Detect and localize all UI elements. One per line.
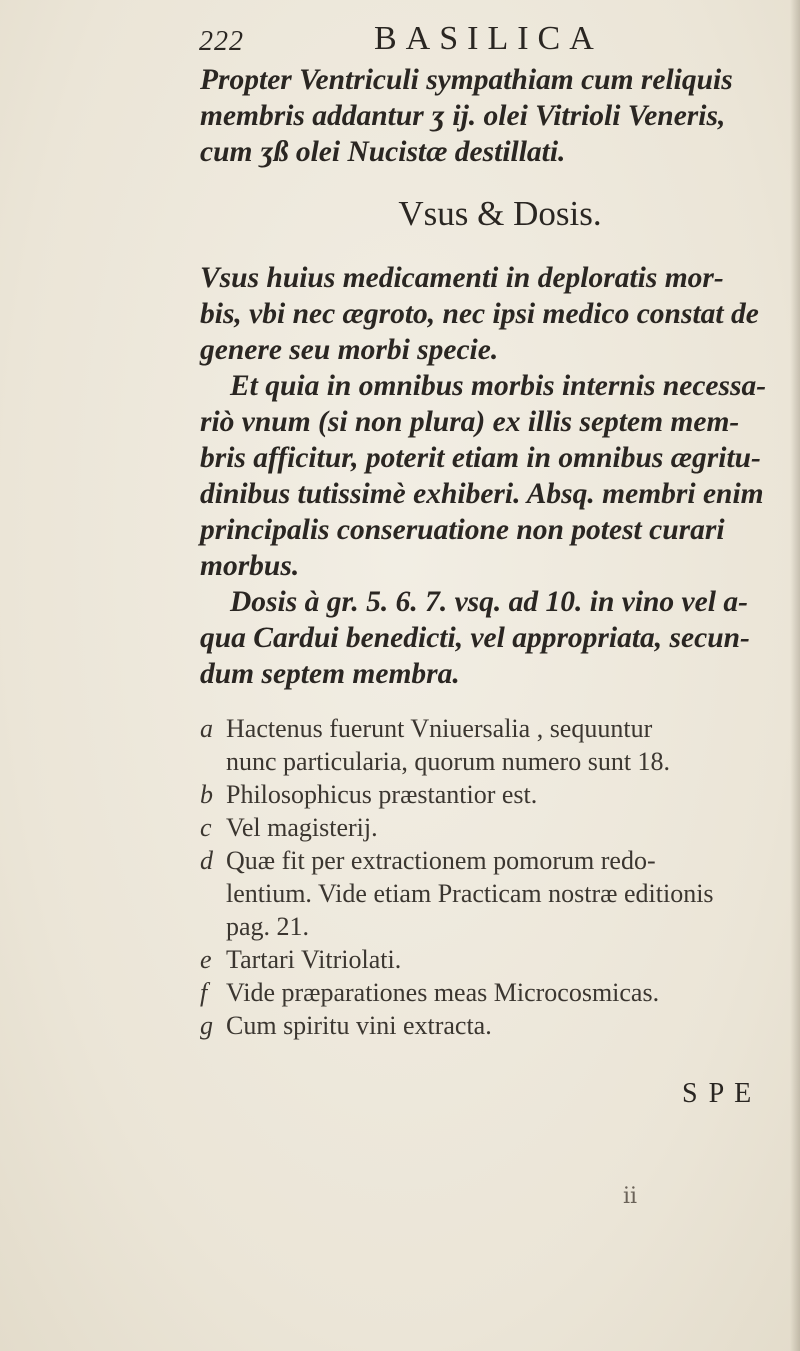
text-line: bris afficitur, poterit etiam in omnibus ægritu- bbox=[200, 442, 761, 474]
footnote-text: Quæ fit per extractionem pomorum redo- bbox=[226, 846, 656, 875]
footnote-letter: e bbox=[200, 945, 212, 974]
text-line: membris addantur ʒ ij. olei Vitrioli Veneris, bbox=[200, 100, 726, 132]
footnote-text: Vide præparationes meas Microcosmicas. bbox=[226, 978, 660, 1007]
page-edge-shadow bbox=[790, 0, 800, 1351]
text-line: Et quia in omnibus morbis internis necessa- bbox=[230, 370, 767, 402]
text-line: qua Cardui benedicti, vel appropriata, secun- bbox=[200, 622, 750, 654]
footnote-text: lentium. Vide etiam Practicam nostræ editionis bbox=[226, 879, 714, 908]
footnotes bbox=[200, 712, 760, 1042]
footnote-text: Vel magisterij. bbox=[226, 813, 378, 842]
footnote bbox=[200, 1009, 760, 1042]
footnote bbox=[200, 712, 760, 745]
footnote-text: nunc particularia, quorum numero sunt 18. bbox=[226, 747, 671, 776]
signature-mark: ii bbox=[623, 1184, 638, 1209]
footnote-text: Hactenus fuerunt Vniuersalia , sequuntur bbox=[226, 714, 653, 743]
section-heading: Vsus & Dosis. bbox=[398, 194, 602, 233]
text-line: dum septem membra. bbox=[200, 658, 460, 690]
text-line: morbus. bbox=[200, 550, 300, 582]
paragraph-usus bbox=[200, 260, 760, 368]
running-head: BASILICA bbox=[374, 20, 603, 57]
footnote bbox=[200, 844, 760, 877]
footnote-letter: a bbox=[200, 714, 213, 743]
paragraph-dosis bbox=[200, 584, 760, 692]
text-line: riò vnum (si non plura) ex illis septem mem- bbox=[200, 406, 740, 438]
footnote bbox=[200, 745, 760, 778]
footnote bbox=[200, 910, 760, 943]
footnote-text: Cum spiritu vini extracta. bbox=[226, 1011, 492, 1040]
text-line: Vsus huius medicamenti in deploratis mor- bbox=[200, 262, 724, 294]
text-line: dinibus tutissimè exhiberi. Absq. membri enim bbox=[200, 478, 764, 510]
text-line: genere seu morbi specie. bbox=[200, 334, 499, 366]
footnote bbox=[200, 778, 760, 811]
footnote bbox=[200, 943, 760, 976]
page-number: 222 bbox=[199, 26, 244, 57]
footnote bbox=[200, 811, 760, 844]
footnote-letter: g bbox=[200, 1011, 213, 1040]
footnote-text: Tartari Vitriolati. bbox=[226, 945, 402, 974]
footnote-text: pag. 21. bbox=[226, 912, 310, 941]
catchword: S P E bbox=[682, 1078, 754, 1109]
page-body bbox=[200, 62, 767, 1042]
recipe-ending bbox=[200, 62, 760, 170]
text-line: Dosis à gr. 5. 6. 7. vsq. ad 10. in vino vel a- bbox=[230, 586, 748, 618]
footnote-letter: c bbox=[200, 813, 212, 842]
footnote-text: Philosophicus præstantior est. bbox=[226, 780, 538, 809]
text-line: cum ʒß olei Nucistæ destillati. bbox=[200, 136, 566, 168]
footnote-letter: d bbox=[200, 846, 213, 875]
text-line: bis, vbi nec ægroto, nec ipsi medico constat de bbox=[200, 298, 759, 330]
text-line: principalis conseruatione non potest curari bbox=[200, 514, 725, 546]
footnote bbox=[200, 877, 760, 910]
footnote bbox=[200, 976, 760, 1009]
paragraph-membra bbox=[200, 368, 767, 584]
text-line: Propter Ventriculi sympathiam cum reliquis bbox=[200, 64, 733, 96]
footnote-letter: f bbox=[200, 978, 208, 1007]
footnote-letter: b bbox=[200, 780, 213, 809]
